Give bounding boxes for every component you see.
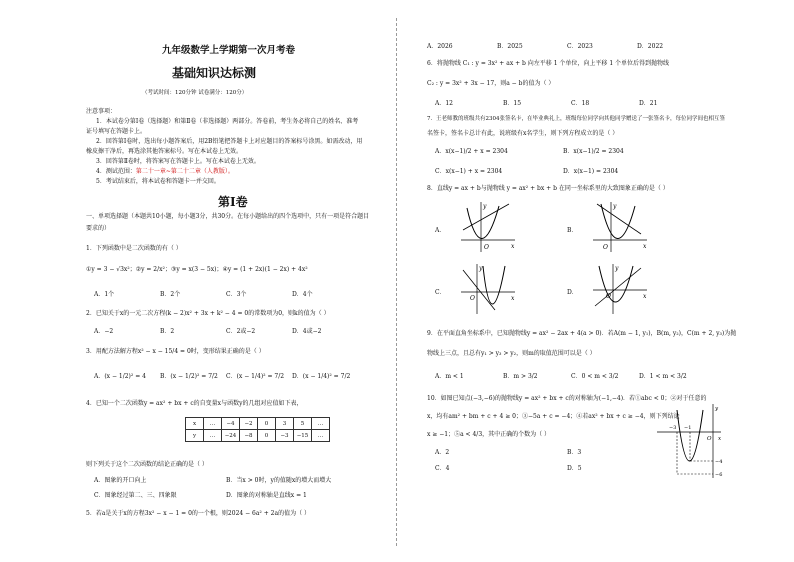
q2-option-a: A．−2: [94, 328, 114, 335]
q9-option-b: B．m > 3/2: [503, 373, 538, 380]
note-line: 2．回答第Ⅰ卷时，选出每小题答案后，用2B铅笔把答题卡上对应题目的答案标号涂黑。如需改动，用: [96, 138, 363, 145]
y-label: y: [715, 406, 719, 412]
q7-option-a: A．x(x−1)/2 + x = 2304: [435, 148, 508, 155]
table-cell: −4: [222, 418, 240, 430]
tick-minus-6: −6: [715, 472, 723, 478]
table-cell: −15: [294, 430, 312, 442]
parabola: [601, 204, 635, 239]
y-label: y: [483, 203, 487, 210]
q8-label-b: B．: [567, 227, 578, 234]
q1-option-b: B．2个: [160, 291, 181, 298]
table-cell: −8: [240, 430, 258, 442]
q8-stem: 8．直线y = ax + b与抛物线 y = ax² + bx + b 在同一坐标系里的大致图象正确的是（ ）: [427, 185, 669, 192]
q1-expression: ①y = 3 − √3x²；②y = 2/x²；③y = x(3 − 5x)；④y = (1 + 2x)(1 − 2x) + 4x²: [86, 266, 308, 273]
y-label: y: [479, 265, 483, 272]
q3-option-a: A．(x − 1/2)² = 4: [94, 373, 146, 380]
q8-graph-d: [591, 262, 651, 317]
x-label: x: [511, 243, 515, 250]
scope-label: 4．测试范围：: [96, 168, 136, 175]
exam-info: （考试时间：120分钟 试卷满分：120分）: [142, 90, 248, 96]
x-label: x: [643, 293, 647, 300]
q6-line1: 6．将抛物线 C₁ : y = 3x² + ax + b 向左平移 1 个单位，向上平移 1 个单位后得到抛物线: [427, 60, 670, 67]
q8-label-c: C．: [435, 289, 446, 296]
q5-option-a: A．2026: [427, 43, 453, 50]
q1-option-a: A．1个: [94, 291, 115, 298]
note-line-scope: [96, 168, 234, 175]
note-line: 3．回答第Ⅱ卷时，将答案写在答题卡上。写在本试卷上无效。: [96, 158, 260, 165]
line: [595, 268, 641, 306]
q9-line2: 物线上三点，且总有y₁ > y₃ > y₂，则m的取值范围可以是（ ）: [427, 350, 596, 357]
q5-option-b: B．2025: [497, 43, 523, 50]
exam-subtitle: 基础知识达标测: [172, 66, 257, 80]
tick-minus-3: −3: [669, 425, 677, 431]
q1-stem: 1．下列函数中是二次函数的有（ ）: [86, 245, 182, 252]
parabola: [483, 266, 505, 304]
notes-heading: 注意事项：: [86, 108, 117, 115]
q8-graph-c: [459, 262, 519, 317]
q9-option-c: C．0 < m < 3/2: [571, 373, 619, 380]
q5-option-c: C．2023: [567, 43, 593, 50]
q10-line3: x ≥ −1；⑤a < 4/3，其中正确的个数为（ ）: [427, 431, 551, 438]
q8-label-a: A．: [435, 227, 446, 234]
q3-option-b: B．(x − 1/2)² = 7/2: [160, 373, 218, 380]
table-cell: …: [204, 418, 222, 430]
section-instruction: 一、单项选择题（本题共10小题，每小题3分，共30分。在每小题给出的四个选项中，只有一项是符合题目: [86, 213, 370, 220]
q4-option-d: D．图象的对称轴是直线x = 1: [226, 492, 307, 499]
q6-option-d: D．21: [639, 100, 658, 107]
line: [463, 270, 495, 310]
table-row: [186, 430, 330, 442]
q2-option-c: C．2或−2: [226, 328, 256, 335]
table-cell: 5: [294, 418, 312, 430]
q7-option-c: C．x(x−1) + x = 2304: [435, 168, 503, 175]
q9-line1: 9．在平面直角坐标系中，已知抛物线y = ax² − 2ax + 4(a > 0)．若A(m − 1, y₁)，B(m, y₂)，C(m + 2, y₃)为抛: [427, 330, 737, 337]
q10-option-a: A．2: [435, 449, 450, 456]
origin-label: O: [606, 293, 611, 300]
tick-minus-4: −4: [715, 459, 723, 465]
y-label: y: [615, 265, 619, 272]
note-line: 1．本试卷分第Ⅰ卷（选择题）和第Ⅱ卷（非选择题）两部分。答卷前，考生务必将自己的姓名、准考: [96, 118, 359, 125]
q8-graph-b: [591, 200, 651, 255]
table-cell: …: [312, 418, 330, 430]
q3-option-c: C．(x − 1/4)² = 7/2: [226, 373, 285, 380]
q6-option-a: A．12: [435, 100, 453, 107]
q1-option-c: C．3个: [226, 291, 247, 298]
x-label: x: [511, 295, 515, 302]
section-title: 第Ⅰ卷: [218, 195, 248, 209]
origin-label: O: [470, 295, 475, 302]
table-cell: 0: [258, 430, 276, 442]
q9-option-d: D．1 < m < 3/2: [639, 373, 687, 380]
q4-option-c: C．图象经过第二、三、四象限: [94, 492, 177, 499]
q5-option-d: D．2022: [637, 43, 664, 50]
scope-range: 第二十一章~第二十二章（人教版）。: [135, 168, 234, 175]
q4-stem: 4．已知一个二次函数y = ax² + bx + c的自变量x与函数y的几组对应值如下表，: [86, 400, 303, 407]
q10-line1: 10．如图已知点(−3,−6)的抛物线y = ax² + bx + c的对称轴为(−1,−4)．若①abc < 0；②对于任意的: [427, 395, 707, 402]
q4-option-b: B．当x > 0时，y的值随x的增大而增大: [226, 477, 332, 484]
q6-line2: C₂ : y = 3x² + 3x − 17，则a − b的值为（ ）: [427, 80, 555, 87]
q2-option-b: B．2: [160, 328, 175, 335]
x-label: x: [643, 243, 647, 250]
table-cell: …: [312, 430, 330, 442]
note-line: 橡皮擦干净后，再选涂其他答案标号。写在本试卷上无效。: [86, 148, 243, 155]
q9-option-a: A．m < 1: [435, 373, 464, 380]
q5-stem: 5．若a是关于x的方程3x² − x − 1 = 0的一个根，则2024 − 6a² + 2a的值为（ ）: [86, 510, 310, 517]
note-line: 5．考试结束后，将本试卷和答题卡一并交回。: [96, 178, 220, 185]
table-cell: …: [204, 430, 222, 442]
q1-option-d: D．4个: [292, 291, 313, 298]
q6-option-c: C．18: [571, 100, 590, 107]
x-label: x: [718, 436, 722, 442]
origin-label: O: [603, 244, 608, 251]
q4-conclusion: 则下列关于这个二次函数的结论正确的是（ ）: [86, 461, 208, 468]
q4-option-a: A．图象的开口向上: [94, 477, 147, 484]
origin-label: O: [707, 436, 712, 442]
exam-title: 九年级数学上学期第一次月考卷: [162, 45, 296, 56]
origin-label: O: [484, 244, 489, 251]
table-cell: x: [186, 418, 204, 430]
q7-option-d: D．x(x−1) = 2304: [563, 168, 619, 175]
right-column: [397, 0, 794, 562]
q7-line2: 名签卡，签名卡总计有此，说班级有x名学生，则下列方程成立的是（ ）: [427, 130, 619, 137]
q10-option-c: C．4: [435, 465, 450, 472]
parabola: [467, 206, 499, 239]
y-label: y: [613, 203, 617, 210]
q2-option-d: D．4或−2: [292, 328, 322, 335]
q3-stem: 3．用配方法解方程x² − x − 15/4 = 0时，变形结果正确的是（ ）: [86, 348, 265, 355]
table-cell: −2: [240, 418, 258, 430]
table-cell: −3: [276, 430, 294, 442]
table-cell: 3: [276, 418, 294, 430]
q7-line1: 7．王老师教的班级共有2304张签名卡，在毕业典礼上，班级每位同学向其他同学赠送了一张签名卡，每位同学间也相互签: [427, 116, 726, 122]
q4-value-table: [185, 417, 330, 442]
section-instruction: 要求的）: [86, 225, 111, 232]
q7-option-b: B．x(x−1)/2 = 2304: [563, 148, 624, 155]
q10-graph: [655, 402, 725, 482]
table-cell: −24: [222, 430, 240, 442]
table-row: [186, 418, 330, 430]
table-cell: y: [186, 430, 204, 442]
q8-graph-a: [459, 200, 519, 255]
tick-minus-1: −1: [684, 425, 692, 431]
q2-stem: 2．已知关于x的一元二次方程(k − 2)x² + 3x + k² − 4 = 0的常数项为0，则k的值为（ ）: [86, 310, 330, 317]
q8-label-d: D．: [567, 289, 578, 296]
table-cell: 0: [258, 418, 276, 430]
q10-option-b: B．3: [567, 449, 582, 456]
note-line: 证号填写在答题卡上。: [86, 128, 147, 135]
q3-option-d: D．(x − 1/4)² = 7/2: [292, 373, 351, 380]
q10-line2: x，均有am² + bm + c + 4 ≥ 0；③−5a + c = −4；④若ax² + bx + c ≥ −4，则下列结论: [427, 413, 680, 420]
q6-option-b: B．15: [503, 100, 522, 107]
q10-option-d: D．5: [567, 465, 582, 472]
